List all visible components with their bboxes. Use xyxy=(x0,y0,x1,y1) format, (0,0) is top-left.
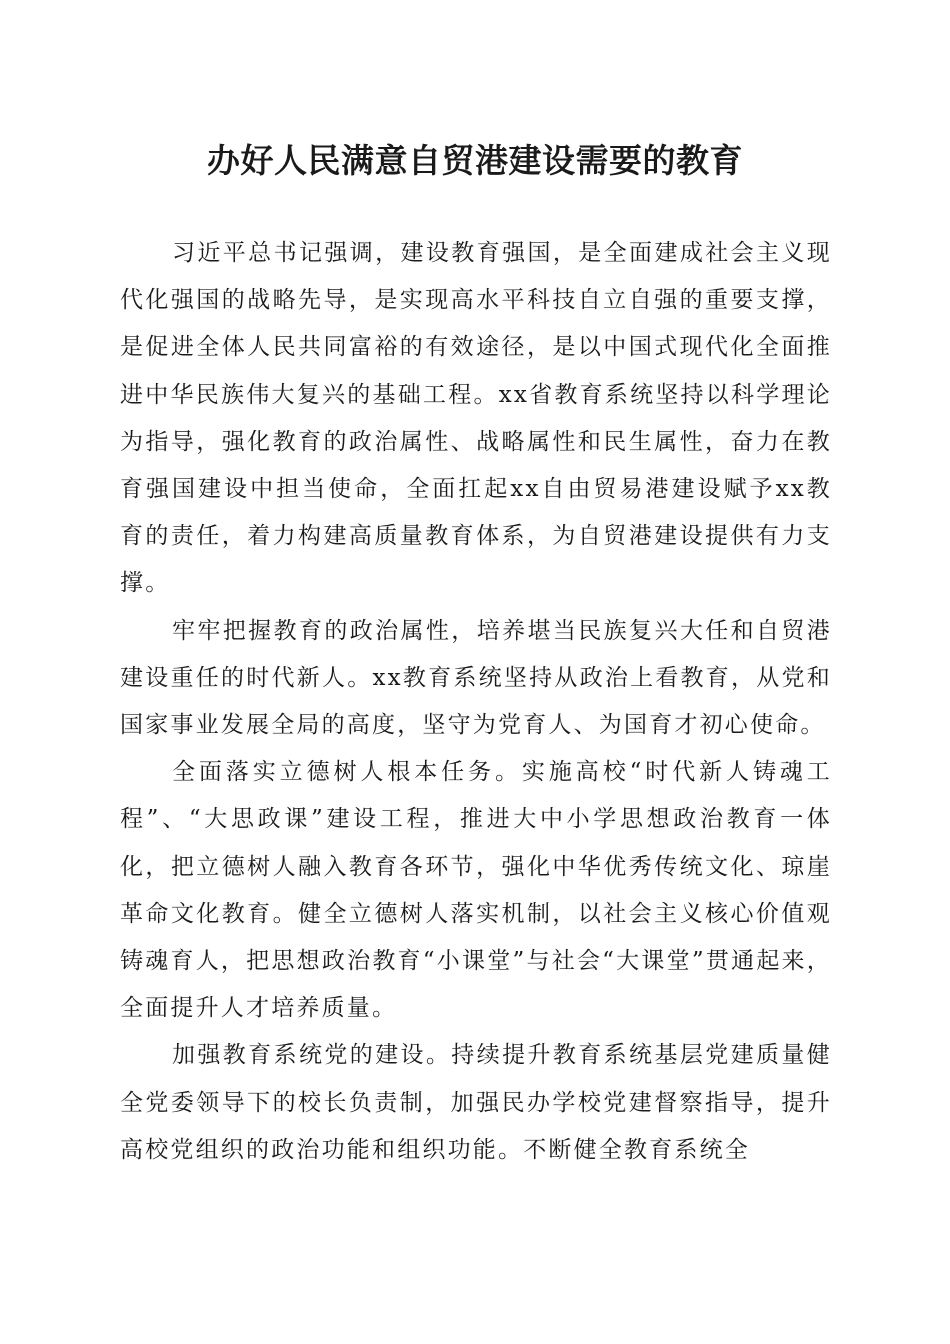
document-title: 办好人民满意自贸港建设需要的教育 xyxy=(207,141,743,180)
paragraph: 加强教育系统党的建设。持续提升教育系统基层党建质量健全党委领导下的校长负责制，加强民办学校党建督察指导，提升高校党组织的政治功能和组织功能。不断健全教育系统全 xyxy=(120,1042,832,1163)
paragraph: 习近平总书记强调，建设教育强国，是全面建成社会主义现代化强国的战略先导，是实现高水平科技自立自强的重要支撑，是促进全体人民共同富裕的有效途径，是以中国式现代化全面推进中华民族伟大复兴的基础工程。xx省教育系统坚持以科学理论为指导，强化教育的政治属性、战略属性和民生属性，奋力在教育强国建设中担当使命，全面扛起xx自由贸易港建设赋予xx教育的责任，着力构建高质量教育体系，为自贸港建设提供有力支撑。 xyxy=(120,240,832,597)
paragraph: 全面落实立德树人根本任务。实施高校“时代新人铸魂工程”、“大思政课”建设工程，推进大中小学思想政治教育一体化，把立德树人融入教育各环节，强化中华优秀传统文化、琼崖革命文化教育。健全立德树人落实机制，以社会主义核心价值观铸魂育人，把思想政治教育“小课堂”与社会“大课堂”贯通起来，全面提升人才培养质量。 xyxy=(120,759,832,1022)
paragraph: 牢牢把握教育的政治属性，培养堪当民族复兴大任和自贸港建设重任的时代新人。xx教育系统坚持从政治上看教育，从党和国家事业发展全局的高度，坚守为党育人、为国育才初心使命。 xyxy=(120,617,832,739)
document-body xyxy=(120,230,832,1174)
